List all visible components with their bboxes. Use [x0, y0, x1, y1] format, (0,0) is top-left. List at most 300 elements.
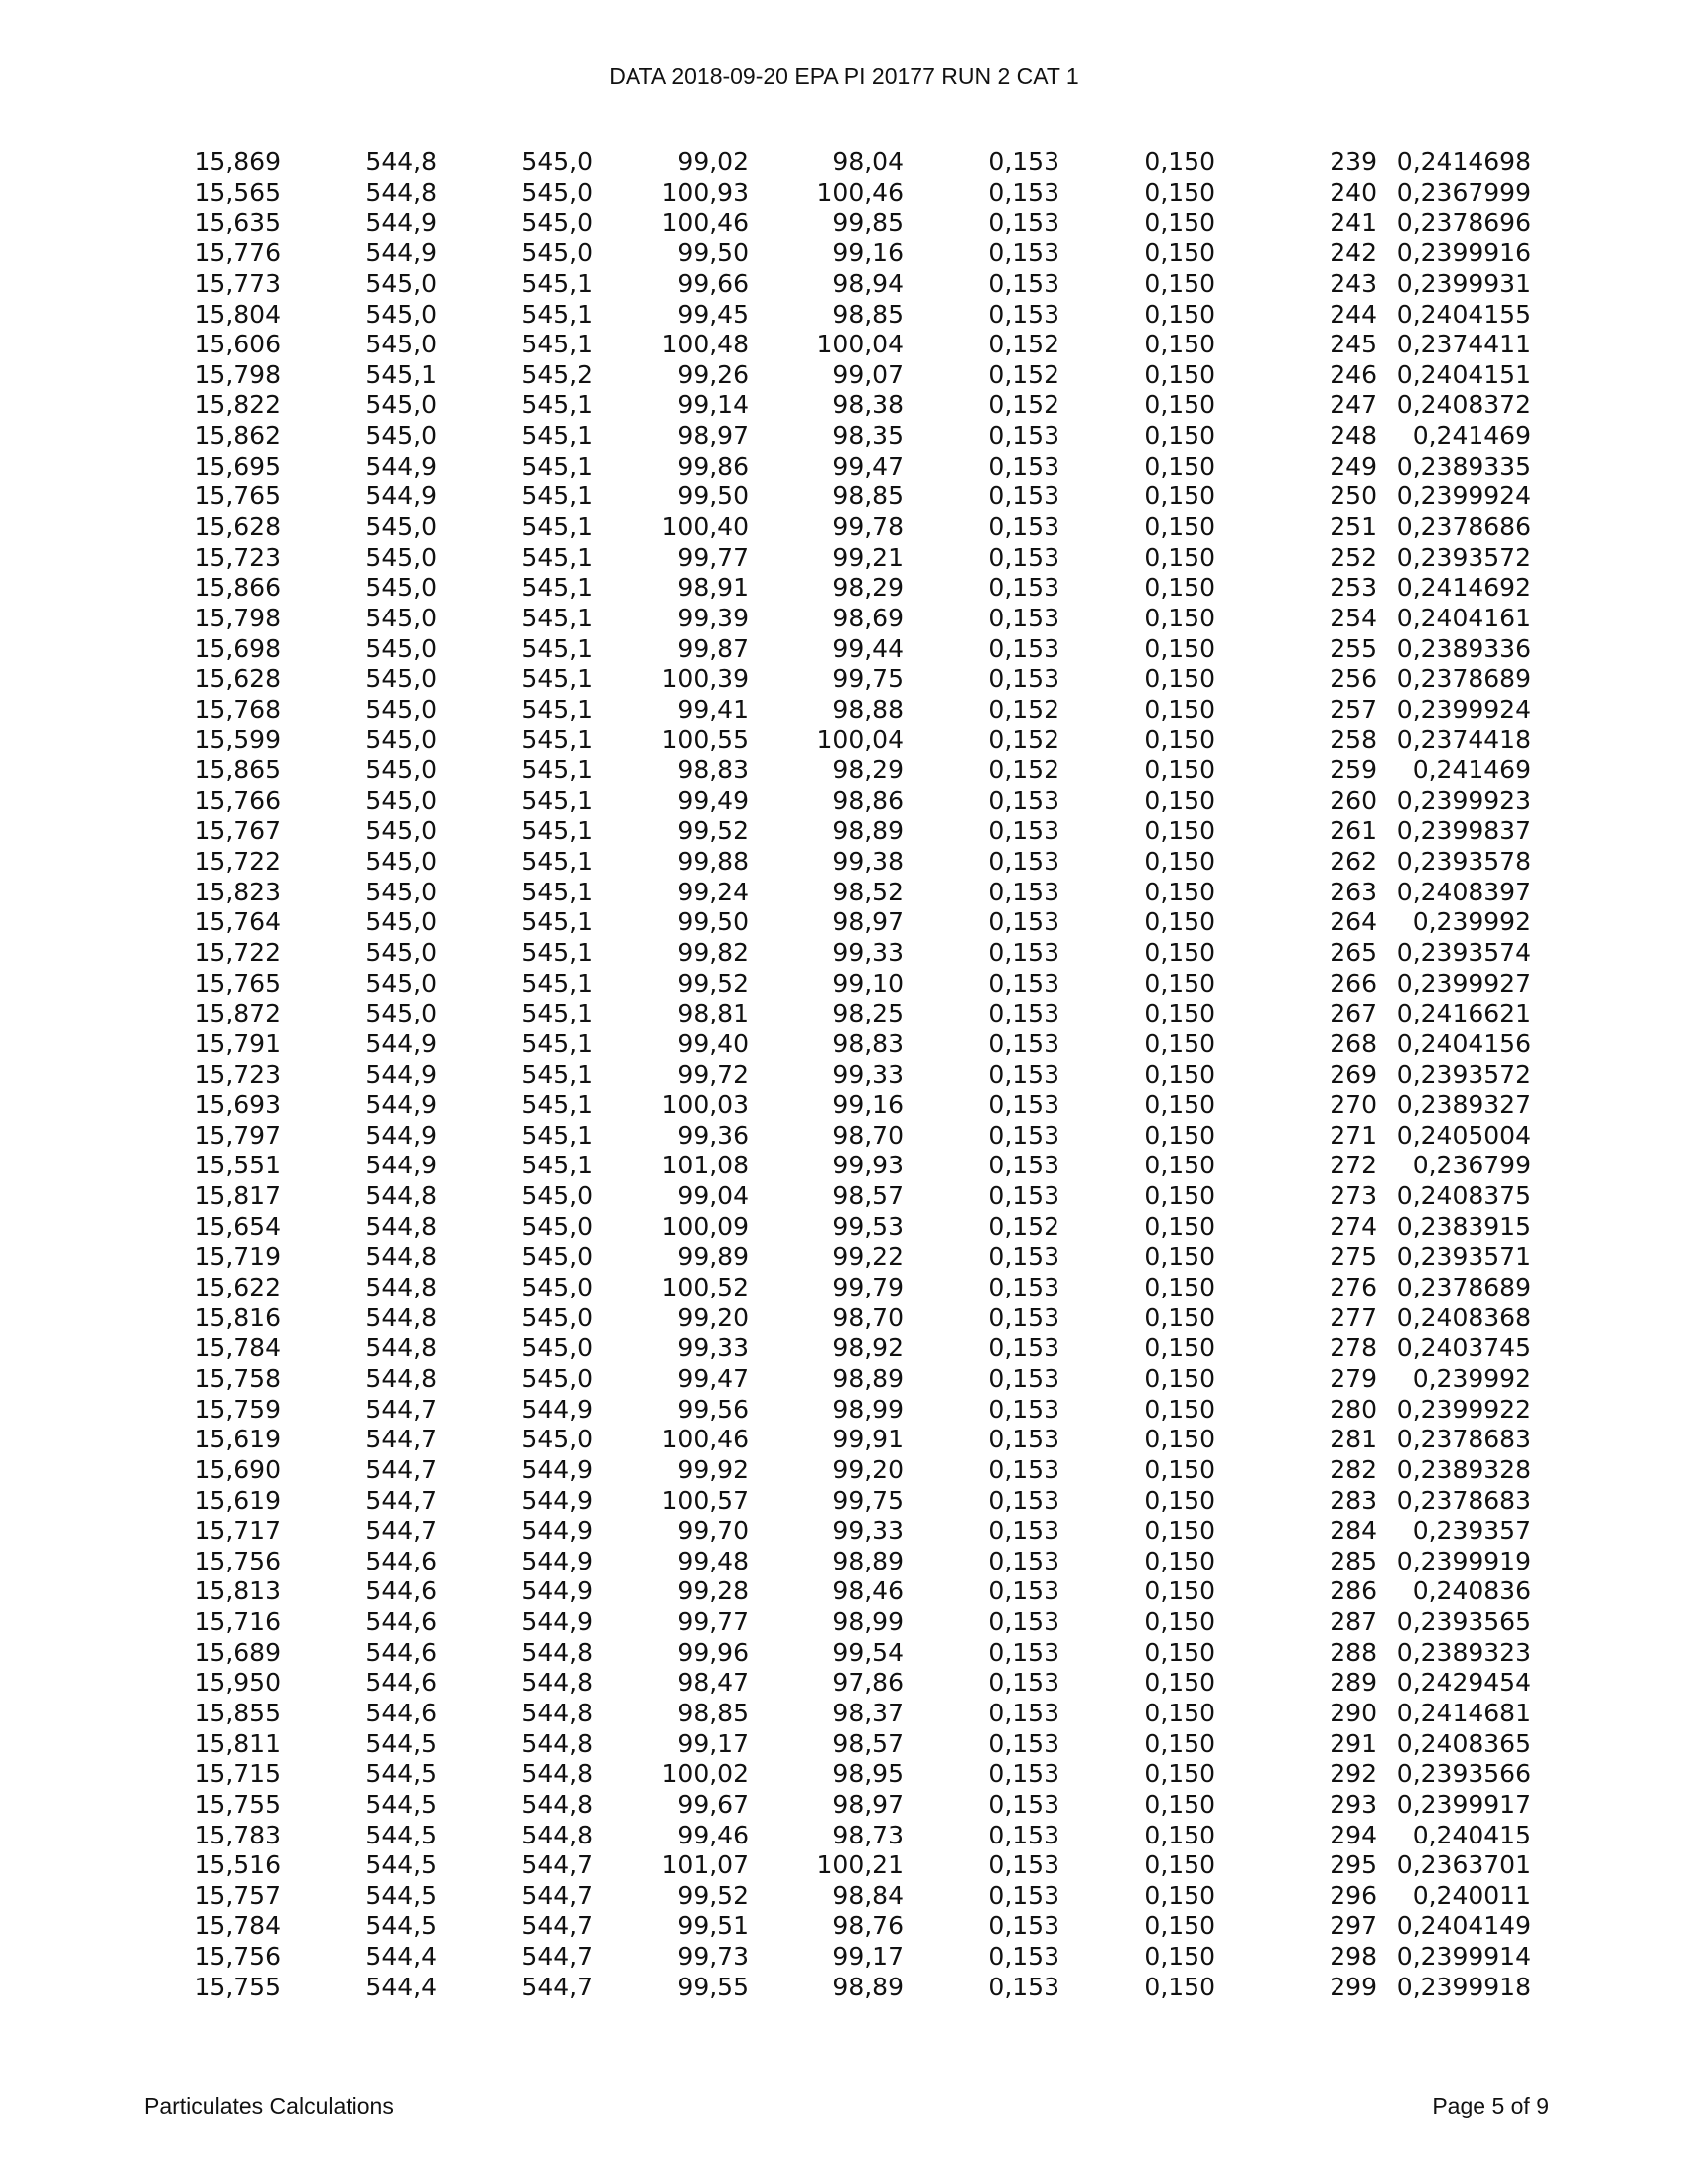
table-cell: 99,44 [832, 633, 904, 663]
table-row [189, 1850, 1531, 1881]
table-cell: 99,20 [677, 1302, 749, 1332]
table-cell: 0,2399922 [1396, 1394, 1531, 1424]
table-cell: 15,719 [194, 1242, 281, 1272]
table-cell: 545,0 [365, 999, 437, 1028]
table-cell: 544,8 [365, 1333, 437, 1363]
table-cell: 0,153 [988, 1333, 1059, 1363]
table-cell: 268 [1330, 1028, 1377, 1058]
table-cell: 15,755 [194, 1789, 281, 1819]
table-cell: 99,24 [677, 877, 749, 906]
table-cell: 99,67 [677, 1789, 749, 1819]
table-cell: 0,2399924 [1396, 694, 1531, 724]
table-row [189, 1302, 1531, 1333]
table-cell: 15,599 [194, 725, 281, 754]
table-cell: 544,9 [521, 1576, 593, 1606]
table-cell: 0,150 [1144, 1333, 1215, 1363]
table-cell: 0,2404161 [1396, 603, 1531, 632]
table-cell: 0,2393574 [1396, 937, 1531, 967]
table-cell: 98,97 [677, 421, 749, 451]
table-cell: 15,765 [194, 968, 281, 998]
table-cell: 544,5 [365, 1880, 437, 1910]
table-cell: 545,1 [521, 907, 593, 937]
table-cell: 0,2374411 [1396, 330, 1531, 359]
table-cell: 0,2389336 [1396, 633, 1531, 663]
page-header-title: DATA 2018-09-20 EPA PI 20177 RUN 2 CAT 1 [609, 64, 1079, 89]
table-cell: 15,722 [194, 847, 281, 877]
table-cell: 0,2416621 [1396, 999, 1531, 1028]
table-row [189, 1546, 1531, 1576]
table-cell: 544,7 [521, 1880, 593, 1910]
table-cell: 545,1 [521, 299, 593, 329]
table-cell: 0,2405004 [1396, 1120, 1531, 1150]
table-cell: 100,03 [661, 1090, 749, 1120]
table-cell: 0,150 [1144, 330, 1215, 359]
table-cell: 545,0 [521, 177, 593, 206]
table-cell: 544,9 [365, 238, 437, 268]
table-cell: 545,0 [365, 755, 437, 785]
table-cell: 0,2408365 [1396, 1728, 1531, 1758]
table-cell: 288 [1330, 1637, 1377, 1667]
table-cell: 240 [1330, 177, 1377, 206]
table-row [189, 1333, 1531, 1364]
table-cell: 0,150 [1144, 1972, 1215, 2001]
table-cell: 0,2378683 [1396, 1425, 1531, 1454]
table-cell: 15,776 [194, 238, 281, 268]
table-cell: 544,8 [521, 1820, 593, 1849]
table-cell: 545,1 [521, 1151, 593, 1180]
table-cell: 0,150 [1144, 937, 1215, 967]
table-row [189, 330, 1531, 360]
table-cell: 244 [1330, 299, 1377, 329]
table-cell: 15,822 [194, 390, 281, 420]
table-cell: 0,153 [988, 1454, 1059, 1484]
table-cell: 15,798 [194, 359, 281, 389]
table-cell: 99,53 [832, 1211, 904, 1241]
table-cell: 545,1 [365, 359, 437, 389]
table-cell: 544,7 [521, 1942, 593, 1972]
table-cell: 98,92 [832, 1333, 904, 1363]
table-row [189, 269, 1531, 300]
table-cell: 99,28 [677, 1576, 749, 1606]
table-row [189, 1090, 1531, 1121]
table-cell: 15,689 [194, 1637, 281, 1667]
table-cell: 0,2408397 [1396, 877, 1531, 906]
table-cell: 544,6 [365, 1607, 437, 1637]
table-cell: 99,96 [677, 1637, 749, 1667]
table-cell: 545,1 [521, 633, 593, 663]
table-cell: 544,9 [521, 1546, 593, 1575]
table-cell: 239 [1330, 147, 1377, 177]
table-cell: 100,52 [661, 1273, 749, 1302]
table-cell: 545,1 [521, 816, 593, 846]
table-row [189, 1394, 1531, 1425]
table-cell: 99,92 [677, 1454, 749, 1484]
table-cell: 0,153 [988, 907, 1059, 937]
table-row [189, 1181, 1531, 1212]
table-row [189, 1151, 1531, 1181]
table-cell: 15,766 [194, 785, 281, 815]
table-cell: 98,46 [832, 1576, 904, 1606]
table-cell: 98,84 [832, 1880, 904, 1910]
table-cell: 0,153 [988, 937, 1059, 967]
table-cell: 0,150 [1144, 1181, 1215, 1211]
table-cell: 15,635 [194, 207, 281, 237]
table-cell: 544,8 [521, 1789, 593, 1819]
table-cell: 0,2399931 [1396, 268, 1531, 298]
table-row [189, 1242, 1531, 1273]
table-cell: 544,9 [365, 1090, 437, 1120]
table-cell: 0,153 [988, 1242, 1059, 1272]
table-cell: 99,14 [677, 390, 749, 420]
table-cell: 0,2383915 [1396, 1211, 1531, 1241]
table-cell: 99,86 [677, 451, 749, 480]
table-cell: 15,755 [194, 1972, 281, 2001]
table-cell: 282 [1330, 1454, 1377, 1484]
table-cell: 0,2399927 [1396, 968, 1531, 998]
table-cell: 0,150 [1144, 664, 1215, 694]
table-cell: 98,70 [832, 1302, 904, 1332]
table-cell: 0,2399923 [1396, 785, 1531, 815]
table-cell: 545,0 [365, 664, 437, 694]
table-cell: 0,2408375 [1396, 1181, 1531, 1211]
table-cell: 0,150 [1144, 1789, 1215, 1819]
table-cell: 0,153 [988, 1576, 1059, 1606]
table-cell: 246 [1330, 359, 1377, 389]
table-cell: 15,723 [194, 1059, 281, 1089]
table-cell: 0,2408368 [1396, 1302, 1531, 1332]
table-cell: 100,93 [661, 177, 749, 206]
table-cell: 0,240415 [1412, 1820, 1531, 1849]
table-cell: 544,5 [365, 1911, 437, 1941]
table-cell: 15,654 [194, 1211, 281, 1241]
footer-document-title: Particulates Calculations [144, 2093, 394, 2118]
table-cell: 98,86 [832, 785, 904, 815]
table-cell: 98,89 [832, 1972, 904, 2001]
table-cell: 98,29 [832, 755, 904, 785]
table-cell: 0,153 [988, 451, 1059, 480]
table-cell: 98,70 [832, 1120, 904, 1150]
table-cell: 0,150 [1144, 451, 1215, 480]
table-cell: 98,99 [832, 1607, 904, 1637]
table-cell: 0,153 [988, 1394, 1059, 1424]
table-cell: 15,722 [194, 937, 281, 967]
table-cell: 15,757 [194, 1880, 281, 1910]
table-cell: 273 [1330, 1181, 1377, 1211]
table-cell: 544,8 [521, 1759, 593, 1789]
table-cell: 0,150 [1144, 1637, 1215, 1667]
table-row [189, 421, 1531, 452]
table-row [189, 1911, 1531, 1942]
table-cell: 0,150 [1144, 1942, 1215, 1972]
table-cell: 0,150 [1144, 1880, 1215, 1910]
table-cell: 0,150 [1144, 603, 1215, 632]
table-cell: 0,153 [988, 238, 1059, 268]
table-cell: 0,241469 [1412, 755, 1531, 785]
table-cell: 545,1 [521, 268, 593, 298]
table-cell: 544,7 [521, 1850, 593, 1880]
table-row [189, 999, 1531, 1029]
table-cell: 0,153 [988, 1181, 1059, 1211]
table-cell: 99,10 [832, 968, 904, 998]
table-cell: 0,2389327 [1396, 1090, 1531, 1120]
table-cell: 0,2404151 [1396, 359, 1531, 389]
table-cell: 0,153 [988, 1546, 1059, 1575]
table-cell: 99,51 [677, 1911, 749, 1941]
table-cell: 99,33 [677, 1333, 749, 1363]
table-cell: 100,40 [661, 512, 749, 541]
table-cell: 100,39 [661, 664, 749, 694]
table-cell: 99,39 [677, 603, 749, 632]
table-cell: 294 [1330, 1820, 1377, 1849]
table-row [189, 785, 1531, 816]
table-row [189, 1790, 1531, 1821]
table-cell: 15,764 [194, 907, 281, 937]
table-cell: 0,2414692 [1396, 573, 1531, 603]
table-cell: 15,862 [194, 421, 281, 451]
table-cell: 0,150 [1144, 1211, 1215, 1241]
table-cell: 0,153 [988, 573, 1059, 603]
table-cell: 15,791 [194, 1028, 281, 1058]
table-cell: 0,153 [988, 1273, 1059, 1302]
table-cell: 285 [1330, 1546, 1377, 1575]
table-cell: 0,150 [1144, 1454, 1215, 1484]
table-cell: 15,695 [194, 451, 281, 480]
table-cell: 0,150 [1144, 1059, 1215, 1089]
table-cell: 99,21 [832, 542, 904, 572]
table-cell: 0,150 [1144, 1668, 1215, 1698]
table-cell: 544,9 [521, 1607, 593, 1637]
table-cell: 545,0 [365, 937, 437, 967]
table-cell: 0,153 [988, 1972, 1059, 2001]
table-row [189, 1820, 1531, 1850]
table-row [189, 633, 1531, 664]
table-cell: 545,1 [521, 877, 593, 906]
table-cell: 99,82 [677, 937, 749, 967]
table-cell: 0,150 [1144, 1546, 1215, 1575]
table-row [189, 1759, 1531, 1790]
table-cell: 545,0 [521, 1363, 593, 1393]
table-cell: 0,153 [988, 147, 1059, 177]
table-cell: 0,2389323 [1396, 1637, 1531, 1667]
table-cell: 99,52 [677, 968, 749, 998]
table-cell: 99,78 [832, 512, 904, 541]
table-row [189, 451, 1531, 481]
table-cell: 283 [1330, 1485, 1377, 1515]
table-cell: 545,1 [521, 664, 593, 694]
table-cell: 545,1 [521, 999, 593, 1028]
table-cell: 15,717 [194, 1516, 281, 1546]
table-cell: 0,153 [988, 1789, 1059, 1819]
table-cell: 545,0 [365, 907, 437, 937]
table-cell: 0,2393571 [1396, 1242, 1531, 1272]
table-cell: 0,150 [1144, 907, 1215, 937]
table-cell: 545,1 [521, 847, 593, 877]
table-cell: 0,150 [1144, 573, 1215, 603]
table-cell: 545,2 [521, 359, 593, 389]
table-cell: 98,85 [832, 481, 904, 511]
table-cell: 99,46 [677, 1820, 749, 1849]
table-cell: 101,07 [661, 1850, 749, 1880]
table-cell: 544,8 [365, 1181, 437, 1211]
table-cell: 0,150 [1144, 1028, 1215, 1058]
table-cell: 0,241469 [1412, 421, 1531, 451]
table-cell: 0,153 [988, 1698, 1059, 1727]
table-cell: 0,153 [988, 1090, 1059, 1120]
table-cell: 15,869 [194, 147, 281, 177]
table-cell: 15,723 [194, 542, 281, 572]
table-cell: 545,0 [365, 573, 437, 603]
table-cell: 97,86 [832, 1668, 904, 1698]
table-cell: 15,716 [194, 1607, 281, 1637]
table-cell: 15,565 [194, 177, 281, 206]
table-cell: 15,816 [194, 1302, 281, 1332]
table-cell: 0,150 [1144, 633, 1215, 663]
table-row [189, 1576, 1531, 1607]
table-cell: 15,619 [194, 1485, 281, 1515]
table-cell: 545,0 [365, 421, 437, 451]
table-cell: 0,150 [1144, 816, 1215, 846]
table-cell: 0,150 [1144, 177, 1215, 206]
table-cell: 0,150 [1144, 481, 1215, 511]
table-cell: 15,866 [194, 573, 281, 603]
table-cell: 0,150 [1144, 1242, 1215, 1272]
table-cell: 544,4 [365, 1942, 437, 1972]
table-cell: 15,516 [194, 1850, 281, 1880]
table-cell: 277 [1330, 1302, 1377, 1332]
table-cell: 544,8 [365, 1302, 437, 1332]
table-cell: 0,2404155 [1396, 299, 1531, 329]
table-cell: 0,150 [1144, 1607, 1215, 1637]
table-cell: 251 [1330, 512, 1377, 541]
table-cell: 259 [1330, 755, 1377, 785]
table-cell: 0,2367999 [1396, 177, 1531, 206]
table-cell: 0,2404156 [1396, 1028, 1531, 1058]
table-cell: 544,8 [521, 1728, 593, 1758]
table-cell: 544,5 [365, 1850, 437, 1880]
table-cell: 544,8 [365, 1363, 437, 1393]
table-cell: 545,0 [521, 1181, 593, 1211]
table-cell: 0,240011 [1412, 1880, 1531, 1910]
table-cell: 0,150 [1144, 1850, 1215, 1880]
table-cell: 241 [1330, 207, 1377, 237]
table-cell: 98,52 [832, 877, 904, 906]
table-cell: 0,150 [1144, 725, 1215, 754]
table-cell: 0,150 [1144, 238, 1215, 268]
table-cell: 98,73 [832, 1820, 904, 1849]
table-cell: 544,9 [365, 1151, 437, 1180]
table-cell: 545,0 [521, 1273, 593, 1302]
table-cell: 0,2389328 [1396, 1454, 1531, 1484]
table-cell: 99,17 [677, 1728, 749, 1758]
table-cell: 0,152 [988, 694, 1059, 724]
table-row [189, 542, 1531, 573]
table-cell: 15,606 [194, 330, 281, 359]
table-cell: 545,1 [521, 1090, 593, 1120]
table-cell: 545,1 [521, 573, 593, 603]
table-cell: 15,698 [194, 633, 281, 663]
table-cell: 544,7 [365, 1516, 437, 1546]
table-cell: 280 [1330, 1394, 1377, 1424]
table-cell: 0,153 [988, 603, 1059, 632]
table-cell: 99,93 [832, 1151, 904, 1180]
table-cell: 15,784 [194, 1911, 281, 1941]
table-cell: 98,97 [832, 1789, 904, 1819]
table-cell: 0,150 [1144, 207, 1215, 237]
table-cell: 276 [1330, 1273, 1377, 1302]
table-row [189, 238, 1531, 269]
table-cell: 98,29 [832, 573, 904, 603]
table-cell: 100,48 [661, 330, 749, 359]
table-cell: 99,33 [832, 937, 904, 967]
table-cell: 98,99 [832, 1394, 904, 1424]
table-cell: 544,7 [365, 1425, 437, 1454]
table-cell: 0,153 [988, 847, 1059, 877]
table-cell: 100,55 [661, 725, 749, 754]
table-cell: 255 [1330, 633, 1377, 663]
table-cell: 545,0 [365, 512, 437, 541]
table-cell: 287 [1330, 1607, 1377, 1637]
table-cell: 545,0 [521, 1242, 593, 1272]
table-cell: 544,6 [365, 1698, 437, 1727]
table-cell: 275 [1330, 1242, 1377, 1272]
table-cell: 0,150 [1144, 1759, 1215, 1789]
table-cell: 0,153 [988, 1363, 1059, 1393]
table-cell: 267 [1330, 999, 1377, 1028]
table-cell: 265 [1330, 937, 1377, 967]
table-cell: 0,153 [988, 1607, 1059, 1637]
table-cell: 0,153 [988, 1120, 1059, 1150]
table-cell: 15,715 [194, 1759, 281, 1789]
table-cell: 0,152 [988, 1211, 1059, 1241]
table-row [189, 755, 1531, 786]
table-cell: 0,153 [988, 1485, 1059, 1515]
table-cell: 0,153 [988, 1151, 1059, 1180]
table-cell: 545,0 [365, 725, 437, 754]
table-cell: 545,1 [521, 451, 593, 480]
table-cell: 544,8 [365, 1273, 437, 1302]
table-cell: 99,56 [677, 1394, 749, 1424]
table-row [189, 816, 1531, 847]
table-cell: 0,2399918 [1396, 1972, 1531, 2001]
table-cell: 0,153 [988, 481, 1059, 511]
table-cell: 0,150 [1144, 1302, 1215, 1332]
table-cell: 99,04 [677, 1181, 749, 1211]
table-cell: 544,8 [521, 1668, 593, 1698]
table-cell: 98,47 [677, 1668, 749, 1698]
table-cell: 99,77 [677, 1607, 749, 1637]
table-cell: 0,2399914 [1396, 1942, 1531, 1972]
table-cell: 0,152 [988, 725, 1059, 754]
table-cell: 15,756 [194, 1546, 281, 1575]
table-row [189, 1455, 1531, 1486]
table-cell: 99,91 [832, 1425, 904, 1454]
table-cell: 544,9 [365, 481, 437, 511]
table-cell: 99,50 [677, 481, 749, 511]
table-cell: 545,0 [521, 207, 593, 237]
table-row [189, 938, 1531, 969]
table-row [189, 573, 1531, 604]
table-row [189, 1059, 1531, 1090]
table-cell: 0,150 [1144, 1576, 1215, 1606]
table-cell: 98,97 [832, 907, 904, 937]
table-cell: 544,7 [365, 1485, 437, 1515]
table-cell: 284 [1330, 1516, 1377, 1546]
table-cell: 0,152 [988, 330, 1059, 359]
table-cell: 0,153 [988, 542, 1059, 572]
table-cell: 15,855 [194, 1698, 281, 1727]
table-cell: 545,0 [365, 785, 437, 815]
table-cell: 544,8 [365, 1242, 437, 1272]
